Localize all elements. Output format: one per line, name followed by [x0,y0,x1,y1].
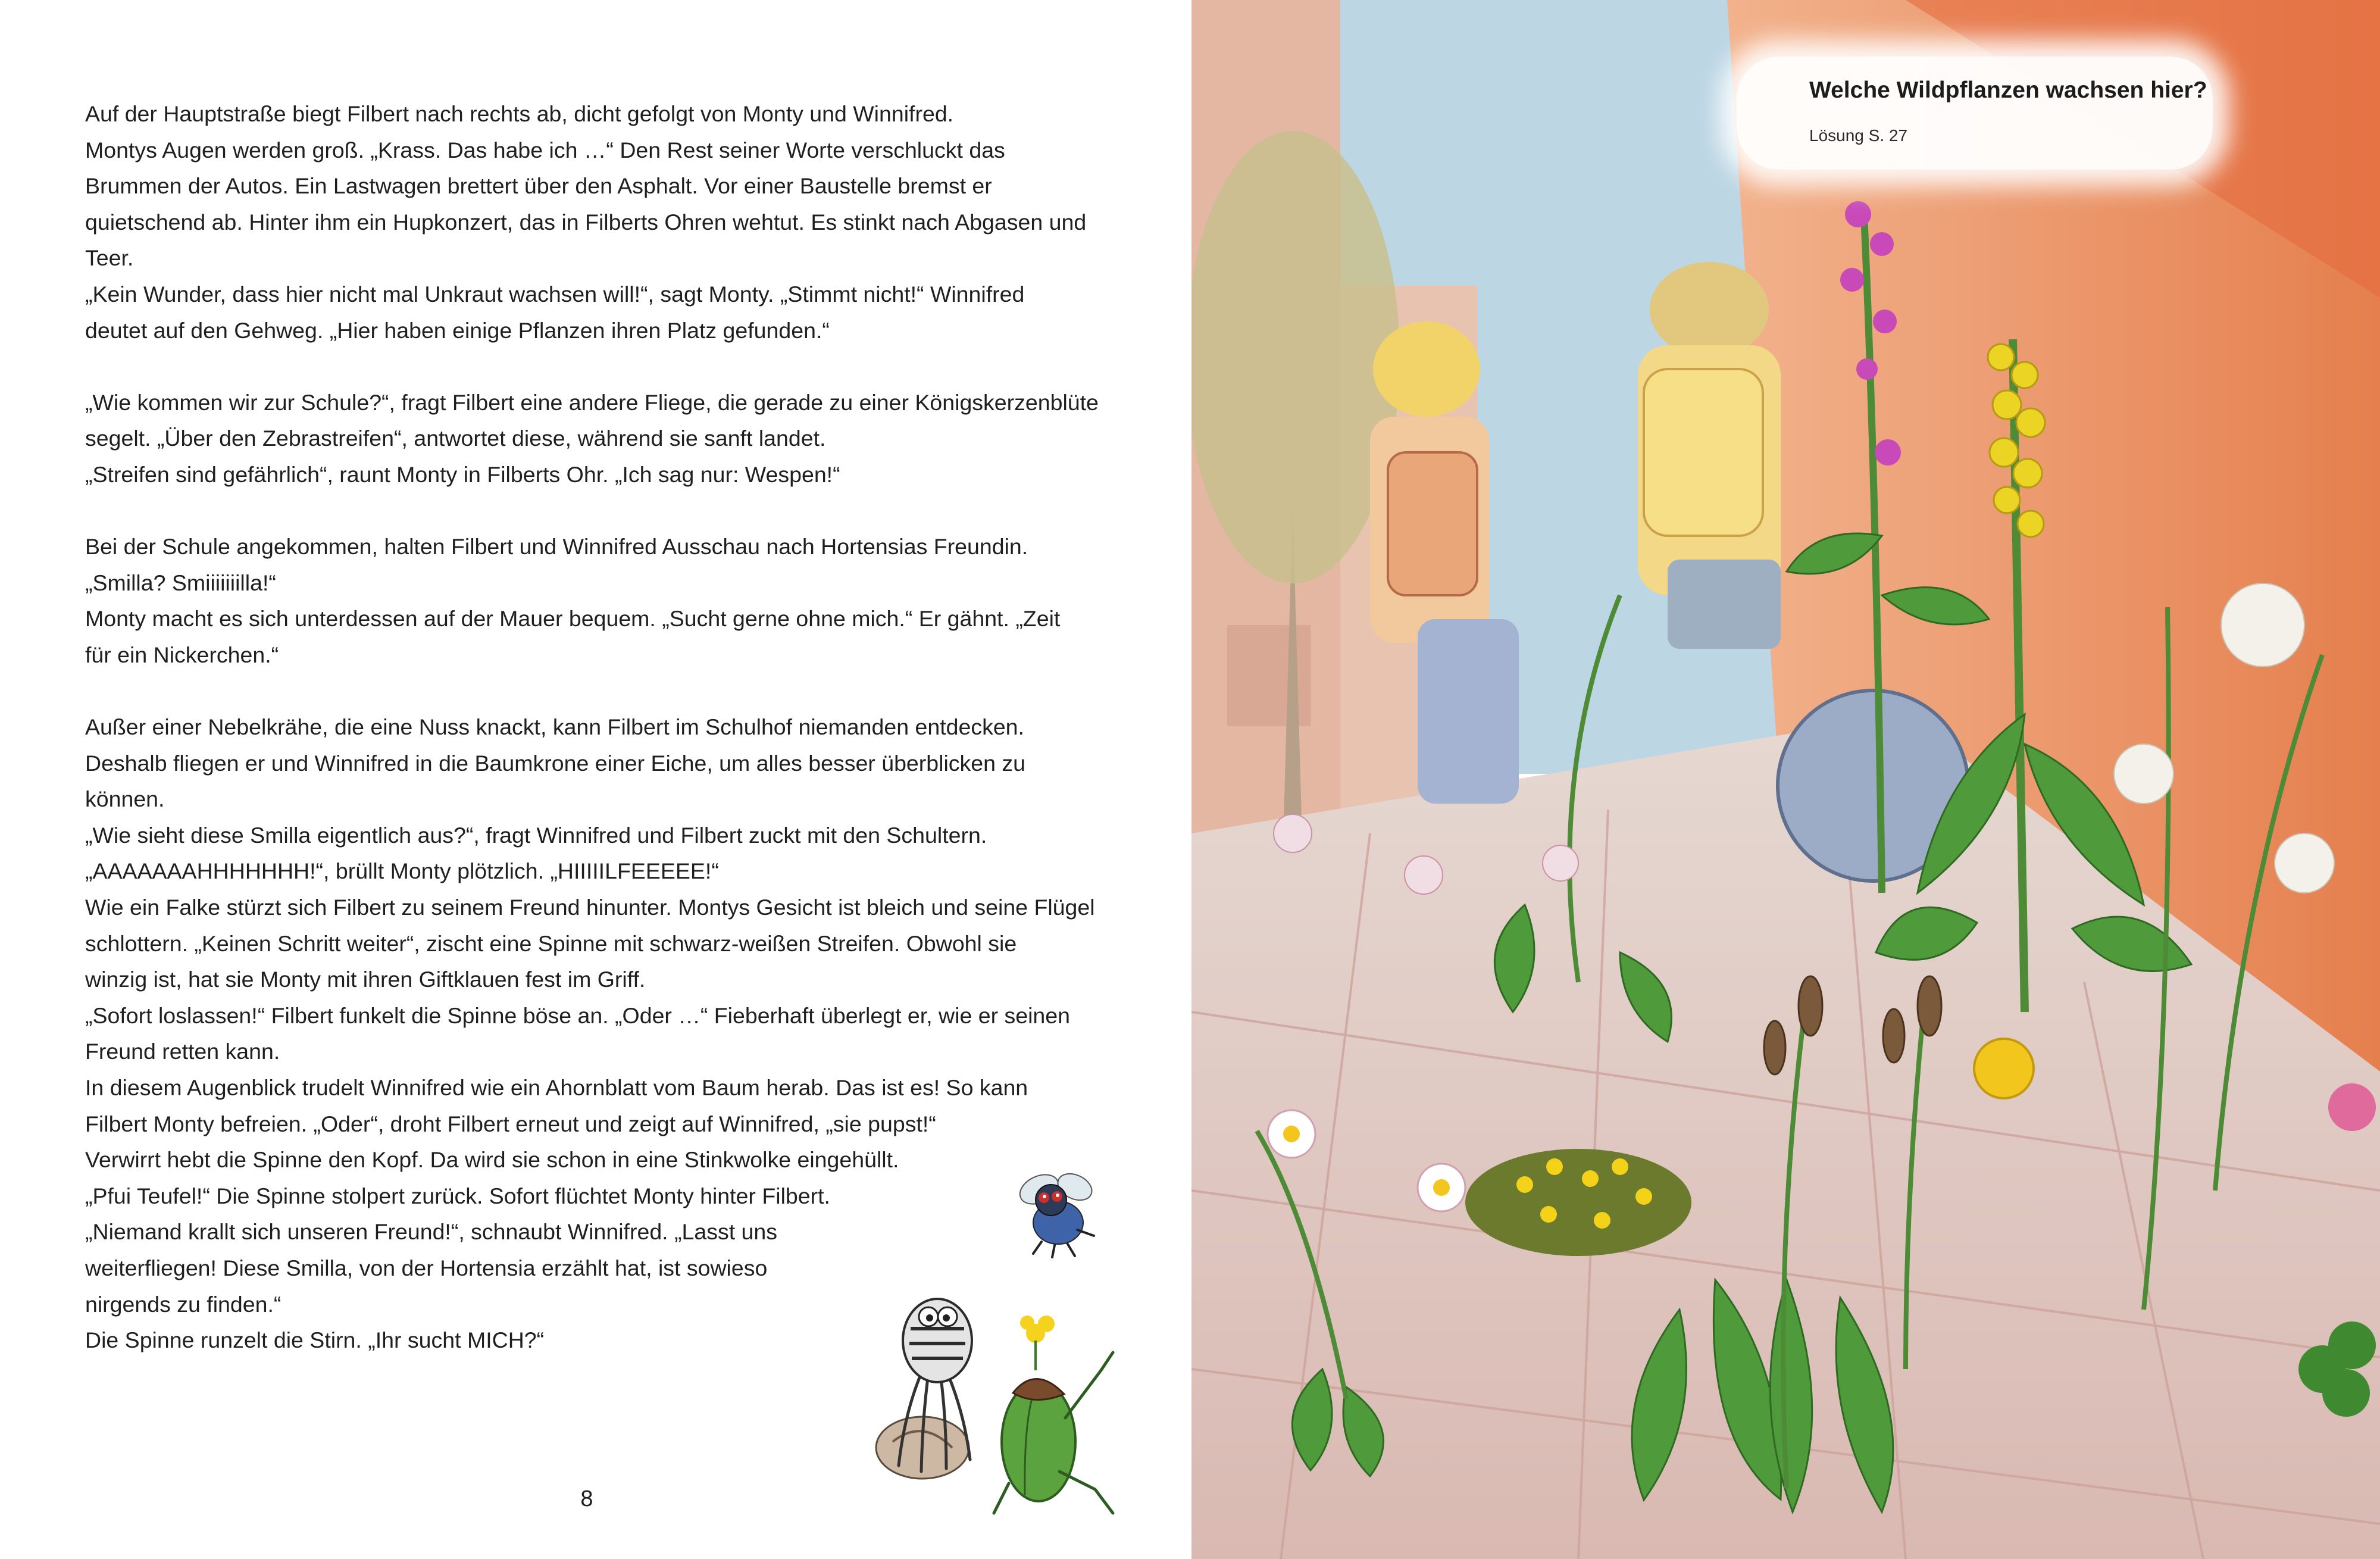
solution-hint: Lösung S. 27 [1809,126,1908,145]
paragraph-gap [85,493,1133,529]
fly-illustration [1005,1158,1106,1260]
story-line: Deshalb fliegen er und Winnifred in die Baumkrone einer Eiche, um alles besser überblicken zu [85,750,1026,776]
wild-plants-illustration [1191,0,2380,1559]
story-line: für ein Nickerchen.“ [85,642,279,667]
story-line: Bei der Schule angekommen, halten Filbert und Winnifred Ausschau nach Hortensias Freundin. [85,534,1028,560]
question-title: Welche Wildpflanzen wachsen hier? [1809,77,2207,103]
story-line: In diesem Augenblick trudelt Winnifred wie ein Ahornblatt vom Baum herab. Das ist es! So kann [85,1075,1028,1101]
story-line: Außer einer Nebelkrähe, die eine Nuss knackt, kann Filbert im Schulhof niemanden entdecken. [85,714,1024,740]
story-line: Filbert Monty befreien. „Oder“, droht Filbert erneut und zeigt auf Winnifred, „sie pupst!“ [85,1111,936,1136]
paragraph-gap [85,673,1133,710]
story-line: Monty macht es sich unterdessen auf der Mauer bequem. „Sucht gerne ohne mich.“ Er gähnt. „Zeit [85,606,1061,632]
story-line: „Sofort loslassen!“ Filbert funkelt die Spinne böse an. „Oder …“ Fieberhaft überlegt er, wie er seinen [85,1002,1070,1028]
story-line: deutet auf den Gehweg. „Hier haben einige Pflanzen ihren Platz gefunden.“ [85,317,830,343]
story-line: „Smilla? Smiiiiiiilla!“ [85,570,276,595]
story-line: „Streifen sind gefährlich“, raunt Monty in Filberts Ohr. „Ich sag nur: Wespen!“ [85,461,840,487]
story-line: nirgends zu finden.“ [85,1291,282,1317]
page-number: 8 [580,1486,593,1511]
story-line: Die Spinne runzelt die Stirn. „Ihr sucht MICH?“ [85,1327,545,1353]
story-line: Freund retten kann. [85,1039,280,1064]
story-line: segelt. „Über den Zebrastreifen“, antwortet diese, während sie sanft landet. [85,426,826,451]
question-box [1737,57,2213,170]
story-line: weiterfliegen! Diese Smilla, von der Hortensia erzählt hat, ist sowieso [85,1255,768,1280]
story-line: „Wie kommen wir zur Schule?“, fragt Filbert eine andere Fliege, die gerade zu einer Königskerzenblüte [85,389,1099,415]
story-line: Verwirrt hebt die Spinne den Kopf. Da wird sie schon in eine Stinkwolke eingehüllt. [85,1147,899,1173]
story-text [85,96,1133,1358]
story-line: Brummen der Autos. Ein Lastwagen brettert über den Asphalt. Vor einer Baustelle bremst er [85,173,992,199]
spider-and-bug-illustration [857,1269,1149,1519]
story-line: „Niemand krallt sich unseren Freund!“, schnaubt Winnifred. „Lasst uns [85,1219,778,1245]
paragraph-gap [85,348,1133,385]
story-line: „AAAAAAAHHHHHHH!“, brüllt Monty plötzlich. „HIIIIILFEEEEE!“ [85,858,719,884]
story-line: Auf der Hauptstraße biegt Filbert nach rechts ab, dicht gefolgt von Monty und Winnifred. [85,101,954,126]
story-line: „Wie sieht diese Smilla eigentlich aus?“, fragt Winnifred und Filbert zuckt mit den Schultern. [85,822,987,848]
story-line: schlottern. „Keinen Schritt weiter“, zischt eine Spinne mit schwarz-weißen Streifen. Obwohl sie [85,930,1017,956]
story-line: Wie ein Falke stürzt sich Filbert zu seinem Freund hinunter. Montys Gesicht ist bleich und seine Flügel [85,895,1095,920]
story-line: Teer. [85,245,134,271]
story-line: „Pfui Teufel!“ Die Spinne stolpert zurück. Sofort flüchtet Monty hinter Filbert. [85,1183,830,1208]
story-line: können. [85,786,165,812]
story-line: „Kein Wunder, dass hier nicht mal Unkraut wachsen will!“, sagt Monty. „Stimmt nicht!“ Winnifred [85,281,1025,307]
right-page [1191,0,2380,1559]
story-line: winzig ist, hat sie Monty mit ihren Giftklauen fest im Griff. [85,967,646,992]
story-line: Montys Augen werden groß. „Krass. Das habe ich …“ Den Rest seiner Worte verschluckt das [85,137,1005,163]
story-line: quietschend ab. Hinter ihm ein Hupkonzert, das in Filberts Ohren wehtut. Es stinkt nach Abgasen und [85,209,1087,235]
